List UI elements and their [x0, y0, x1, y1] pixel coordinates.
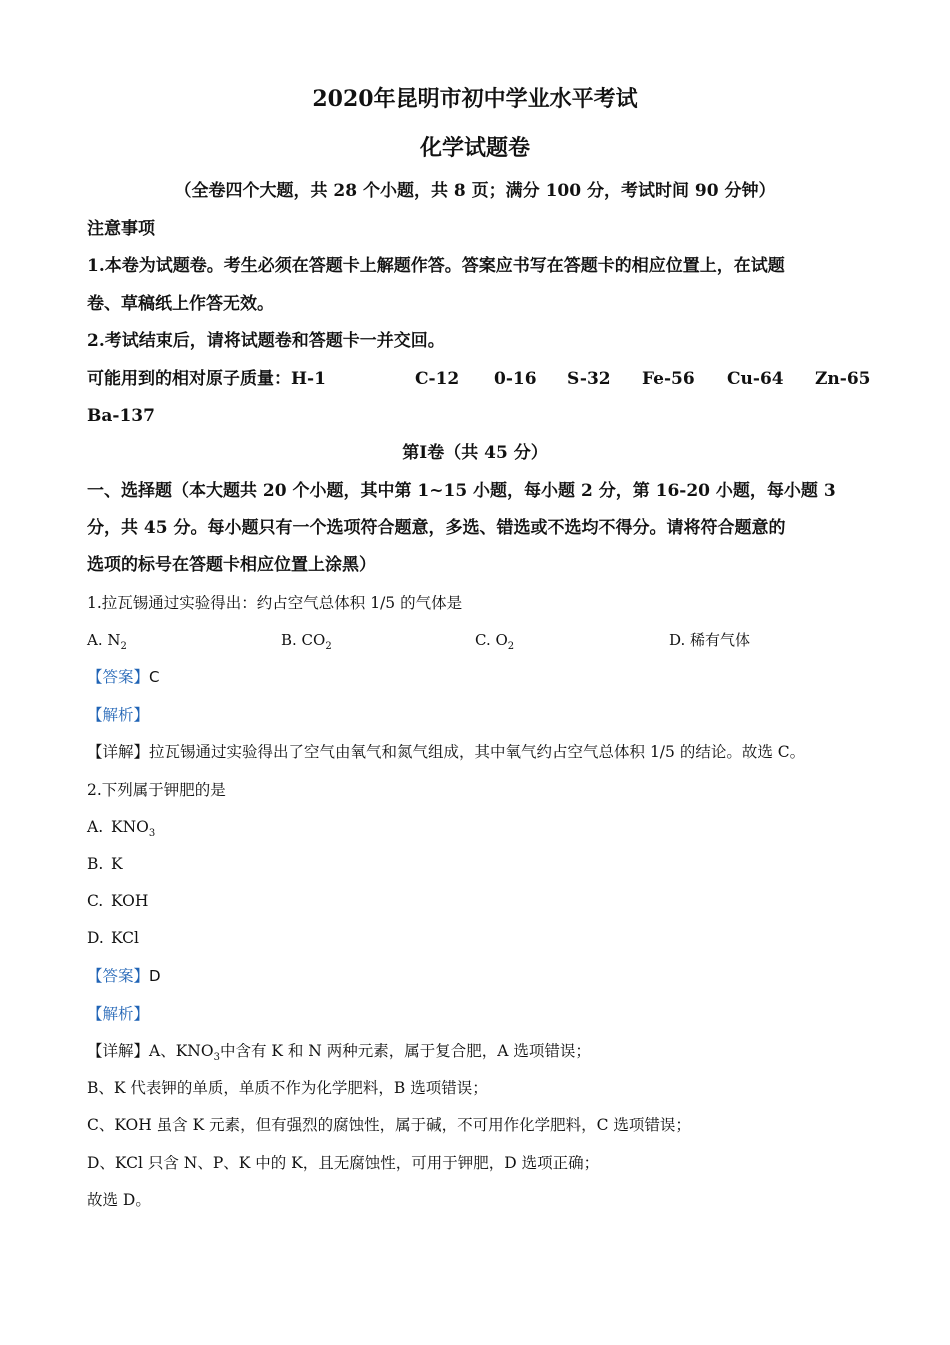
note-1-line-2: 卷、草稿纸上作答无效。: [87, 294, 274, 314]
q1-option-c: C. $O_2$: [475, 631, 515, 652]
atomic-mass-label: 可能用到的相对原子质量：H-1: [87, 369, 326, 389]
section-1-line-1: 一、选择题（本大题共 20 个小题，其中第 1~15 小题，每小题 2 分，第 16-20 小题，每小题 3: [87, 481, 836, 501]
atomic-mass-item: Cu-64: [727, 369, 784, 389]
q2-detail-b: B、K 代表钾的单质，单质不作为化学肥料，B 选项错误；: [87, 1079, 488, 1097]
q2-detail-a: 【详解】A、$KNO_3$中含有 K 和 N 两种元素，属于复合肥，A 选项错误；: [87, 1042, 591, 1064]
q2-conclusion: 故选 D。: [87, 1191, 151, 1209]
q1-option-a: A. $N_2$: [87, 631, 127, 652]
q1-answer: 【答案】C: [87, 668, 160, 686]
note-1-line-1: 1.本卷为试题卷。考生必须在答题卡上解题作答。答案应书写在答题卡的相应位置上，在试题: [87, 256, 785, 276]
q1-option-b: B. $CO_2$: [281, 631, 332, 652]
atomic-mass-last: Ba-137: [87, 406, 155, 426]
q1-analysis-tag: 【解析】: [87, 706, 150, 724]
atomic-mass-item: S-32: [567, 369, 611, 389]
atomic-mass-item: Zn-65: [815, 369, 871, 389]
notes-heading: 注意事项: [87, 219, 155, 239]
atomic-mass-item: 0-16: [494, 369, 537, 389]
exam-info: （全卷四个大题，共 28 个小题，共 8 页；满分 100 分，考试时间 90 分钟）: [174, 181, 776, 201]
q2-answer: 【答案】D: [87, 967, 161, 985]
q1-stem: 1.拉瓦锡通过实验得出：约占空气总体积 1/5 的气体是: [87, 594, 463, 612]
section-1-line-2: 分，共 45 分。每小题只有一个选项符合题意，多选、错选或不选均不得分。请将符合题意的: [87, 518, 786, 538]
q2-detail-c: C、KOH 虽含 K 元素，但有强烈的腐蚀性，属于碱，不可用作化学肥料，C 选项错误；: [87, 1116, 691, 1134]
q2-option-a: A. $KNO_3$: [87, 818, 156, 840]
page-title: 2020年昆明市初中学业水平考试: [312, 86, 638, 112]
atomic-mass-item: Fe-56: [642, 369, 695, 389]
answer-tag: 【答案】: [87, 967, 150, 985]
page-subtitle: 化学试题卷: [419, 135, 530, 161]
note-2: 2.考试结束后，请将试题卷和答题卡一并交回。: [87, 331, 445, 351]
atomic-mass-item: C-12: [415, 369, 460, 389]
q2-option-b: B. K: [87, 855, 123, 873]
answer-tag: 【答案】: [87, 668, 150, 686]
q1-option-d: D. 稀有气体: [669, 631, 751, 649]
section-1-line-3: 选项的标号在答题卡相应位置上涂黑）: [87, 555, 376, 575]
q2-option-c: C. KOH: [87, 892, 149, 910]
part-1-heading: 第Ⅰ卷（共 45 分）: [402, 443, 548, 463]
q2-option-d: D. KCl: [87, 929, 139, 947]
q2-analysis-tag: 【解析】: [87, 1005, 150, 1023]
q2-detail-d: D、KCl 只含 N、P、K 中的 K，且无腐蚀性，可用于钾肥，D 选项正确；: [87, 1154, 600, 1172]
q1-detail: 【详解】拉瓦锡通过实验得出了空气由氧气和氮气组成，其中氧气约占空气总体积 1/5 的结论。故选 C。: [87, 743, 806, 761]
q2-stem: 2.下列属于钾肥的是: [87, 781, 226, 799]
